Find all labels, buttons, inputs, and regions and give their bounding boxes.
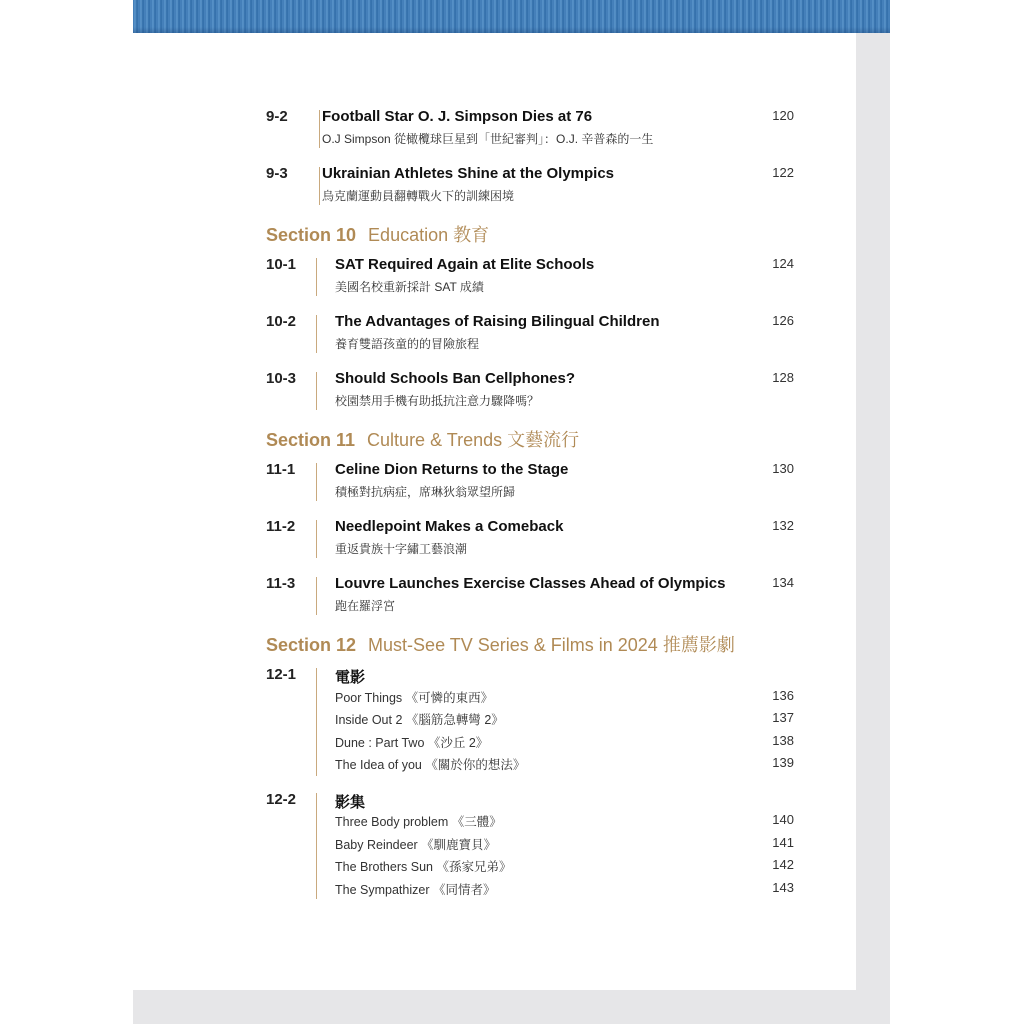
film-page: 138 bbox=[772, 733, 794, 748]
toc-entry-11-1[interactable] bbox=[266, 461, 796, 501]
entry-page: 132 bbox=[772, 518, 794, 533]
page-edge-bottom bbox=[133, 990, 890, 1024]
entry-number: 12-1 bbox=[266, 666, 297, 683]
entry-page: 128 bbox=[772, 370, 794, 385]
entry-divider bbox=[316, 463, 317, 501]
toc-entry-9-3[interactable] bbox=[266, 165, 796, 205]
series-title: Three Body problem 《三體》 bbox=[335, 815, 502, 829]
toc-entry-9-2[interactable] bbox=[266, 108, 796, 148]
entry-page: 124 bbox=[772, 256, 794, 271]
entry-divider bbox=[316, 577, 317, 615]
series-title: The Sympathizer 《同情者》 bbox=[335, 883, 496, 897]
section-name: Must-See TV Series & Films in 2024 推薦影劇 bbox=[368, 635, 735, 655]
entry-divider bbox=[319, 110, 320, 148]
entry-number: 10-1 bbox=[266, 256, 297, 273]
entry-subtitle: 校園禁用手機有助抵抗注意力驟降嗎？ bbox=[335, 394, 540, 408]
entry-title: Should Schools Ban Cellphones? bbox=[335, 370, 576, 387]
entry-number: 10-2 bbox=[266, 313, 297, 330]
top-banner bbox=[133, 0, 890, 33]
entry-title: The Advantages of Raising Bilingual Children bbox=[335, 313, 660, 330]
entry-divider bbox=[316, 520, 317, 558]
entry-title: Louvre Launches Exercise Classes Ahead of Olympics bbox=[335, 575, 726, 592]
series-page: 142 bbox=[772, 857, 794, 872]
entry-subtitle: 積極對抗病症，席琳狄翁眾望所歸 bbox=[335, 485, 516, 499]
entry-subtitle: 重返貴族十字繡工藝浪潮 bbox=[335, 542, 468, 556]
film-title: Poor Things 《可憐的東西》 bbox=[335, 691, 494, 705]
entry-number: 9-2 bbox=[266, 108, 288, 125]
entry-title: SAT Required Again at Elite Schools bbox=[335, 256, 595, 273]
series-page: 141 bbox=[772, 835, 794, 850]
entry-number: 12-2 bbox=[266, 791, 297, 808]
toc-entry-10-1[interactable] bbox=[266, 256, 796, 296]
page-edge-right bbox=[856, 33, 890, 990]
entry-title: Football Star O. J. Simpson Dies at 76 bbox=[322, 108, 593, 125]
section-label: Section 10 bbox=[266, 225, 357, 245]
entry-title: Needlepoint Makes a Comeback bbox=[335, 518, 564, 535]
entry-divider bbox=[316, 372, 317, 410]
section-heading-11 bbox=[266, 426, 579, 452]
entry-page: 126 bbox=[772, 313, 794, 328]
film-title: Dune : Part Two 《沙丘 2》 bbox=[335, 736, 489, 750]
entry-page: 120 bbox=[772, 108, 794, 123]
toc-entry-11-3[interactable] bbox=[266, 575, 796, 615]
entry-subtitle: O.J Simpson 從橄欖球巨星到「世紀審判」：O.J. 辛普森的一生 bbox=[322, 132, 654, 146]
entry-subtitle: 養育雙語孩童的的冒險旅程 bbox=[335, 337, 480, 351]
entry-title: Ukrainian Athletes Shine at the Olympics bbox=[322, 165, 615, 182]
entry-subtitle: 美國名校重新採計 SAT 成績 bbox=[335, 280, 484, 294]
entry-page: 122 bbox=[772, 165, 794, 180]
entry-divider bbox=[316, 668, 317, 776]
section-heading-12 bbox=[266, 631, 735, 657]
section-label: Section 11 bbox=[266, 430, 356, 450]
group-title: 影集 bbox=[335, 794, 366, 811]
section-heading-10 bbox=[266, 221, 489, 247]
section-name: Education 教育 bbox=[368, 225, 490, 245]
entry-number: 11-3 bbox=[266, 575, 296, 592]
entry-number: 10-3 bbox=[266, 370, 297, 387]
toc-entry-10-3[interactable] bbox=[266, 370, 796, 410]
entry-title: Celine Dion Returns to the Stage bbox=[335, 461, 569, 478]
entry-number: 11-2 bbox=[266, 518, 296, 535]
entry-number: 11-1 bbox=[266, 461, 296, 478]
section-name: Culture & Trends 文藝流行 bbox=[367, 430, 580, 450]
toc-entry-11-2[interactable] bbox=[266, 518, 796, 558]
entry-subtitle: 烏克蘭運動員翻轉戰火下的訓練困境 bbox=[322, 189, 515, 203]
entry-page: 130 bbox=[772, 461, 794, 476]
film-title: The Idea of you 《關於你的想法》 bbox=[335, 758, 526, 772]
series-title: Baby Reindeer 《馴鹿寶貝》 bbox=[335, 838, 497, 852]
film-page: 139 bbox=[772, 755, 794, 770]
group-title: 電影 bbox=[335, 669, 366, 686]
entry-number: 9-3 bbox=[266, 165, 288, 182]
toc-entry-10-2[interactable] bbox=[266, 313, 796, 353]
entry-page: 134 bbox=[772, 575, 794, 590]
entry-divider bbox=[316, 315, 317, 353]
entry-divider bbox=[319, 167, 320, 205]
entry-divider bbox=[316, 258, 317, 296]
section-label: Section 12 bbox=[266, 635, 357, 655]
entry-subtitle: 跑在羅浮宮 bbox=[335, 599, 396, 613]
series-page: 143 bbox=[772, 880, 794, 895]
film-page: 137 bbox=[772, 710, 794, 725]
entry-divider bbox=[316, 793, 317, 899]
film-title: Inside Out 2 《腦筋急轉彎 2》 bbox=[335, 713, 504, 727]
series-title: The Brothers Sun 《孫家兄弟》 bbox=[335, 860, 512, 874]
film-page: 136 bbox=[772, 688, 794, 703]
series-page: 140 bbox=[772, 812, 794, 827]
